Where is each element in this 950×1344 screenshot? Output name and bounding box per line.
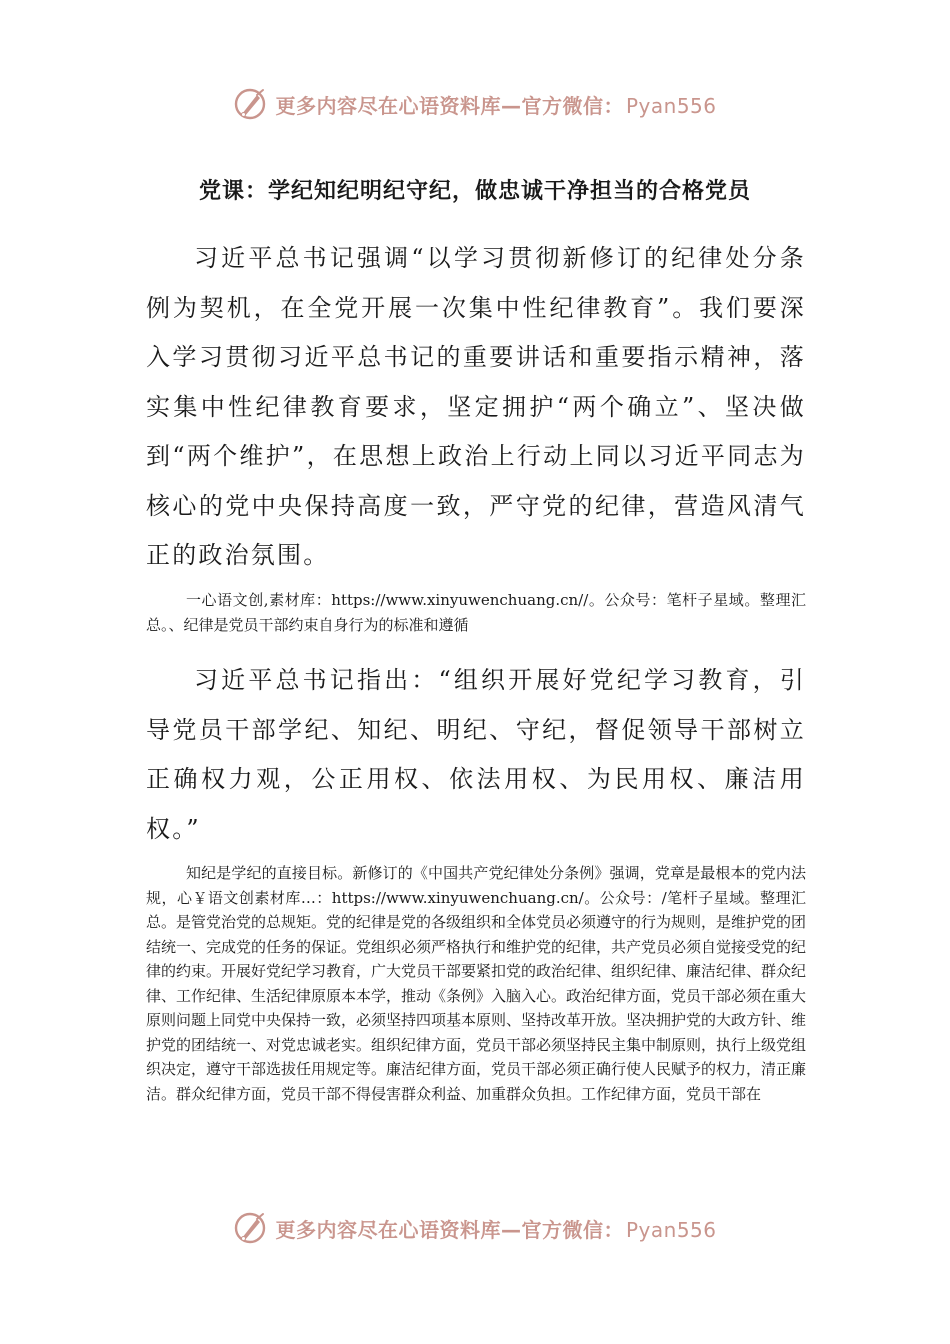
header-banner (0, 84, 950, 124)
banner-main-text: 更多内容尽在心语资料库—官方微信： (275, 1217, 624, 1242)
footer-banner (0, 1208, 950, 1248)
quill-pen-logo-icon (233, 1211, 267, 1245)
banner-text (275, 90, 716, 119)
body-paragraph-4: 知纪是学纪的直接目标。新修订的《中国共产党纪律处分条例》强调，党章是最根本的党内法规，心￥语文创素材库…：https://www.xinyuwenchuang.cn/。公众号：/笔杆子星域。整理汇总。是管党治党的总规矩。党的纪律是党的各级组织和全体党员必须遵守的行为规则，是维护党的团结统一、完成党的任务的保证。党组织必须严格执行和维护党的纪律，共产党员必须自觉接受党的纪律的约束。开展好党纪学习教育，广大党员干部要紧扣党的政治纪律、组织纪律、廉洁纪律、群众纪律、工作纪律、生活纪律原原本本学，推动《条例》入脑入心。政治纪律方面，党员干部必须在重大原则问题上同党中央保持一致，必须坚持四项基本原则、坚持改革开放。坚决拥护党的大政方针、维护党的团结统一、对党忠诚老实。组织纪律方面，党员干部必须坚持民主集中制原则，执行上级党组织决定，遵守干部选拔任用规定等。廉洁纪律方面，党员干部必须正确行使人民赋予的权力，清正廉洁。群众纪律方面，党员干部不得侵害群众利益、加重群众负担。工作纪律方面，党员干部在 (146, 864, 807, 1103)
body-paragraph-1: 习近平总书记强调“以学习贯彻新修订的纪律处分条例为契机，在全党开展一次集中性纪律教育”。我们要深入学习贯彻习近平总书记的重要讲话和重要指示精神，落实集中性纪律教育要求，坚定拥护“两个确立”、坚决做到“两个维护”，在思想上政治上行动上同以习近平同志为核心的党中央保持高度一致，严守党的纪律，营造风清气正的政治氛围。 (146, 244, 806, 569)
banner-main-text: 更多内容尽在心语资料库—官方微信： (275, 93, 624, 118)
banner-text (275, 1214, 716, 1243)
quill-pen-logo-icon (233, 87, 267, 121)
body-paragraph-3: 习近平总书记指出：“组织开展好党纪学习教育，引导党员干部学纪、知纪、明纪、守纪，督促领导干部树立正确权力观，公正用权、依法用权、为民用权、廉洁用权。” (146, 666, 806, 843)
body-paragraph-2: 一心语文创,素材库：https://www.xinyuwenchuang.cn//。公众号：笔杆子星域。整理汇总。、纪律是党员干部约束自身行为的标准和遵循 (146, 591, 806, 634)
banner-wechat-id: Pyan556 (625, 93, 717, 118)
banner-wechat-id: Pyan556 (625, 1217, 717, 1242)
document-title: 党课：学纪知纪明纪守纪，做忠诚干净担当的合格党员 (198, 179, 751, 204)
